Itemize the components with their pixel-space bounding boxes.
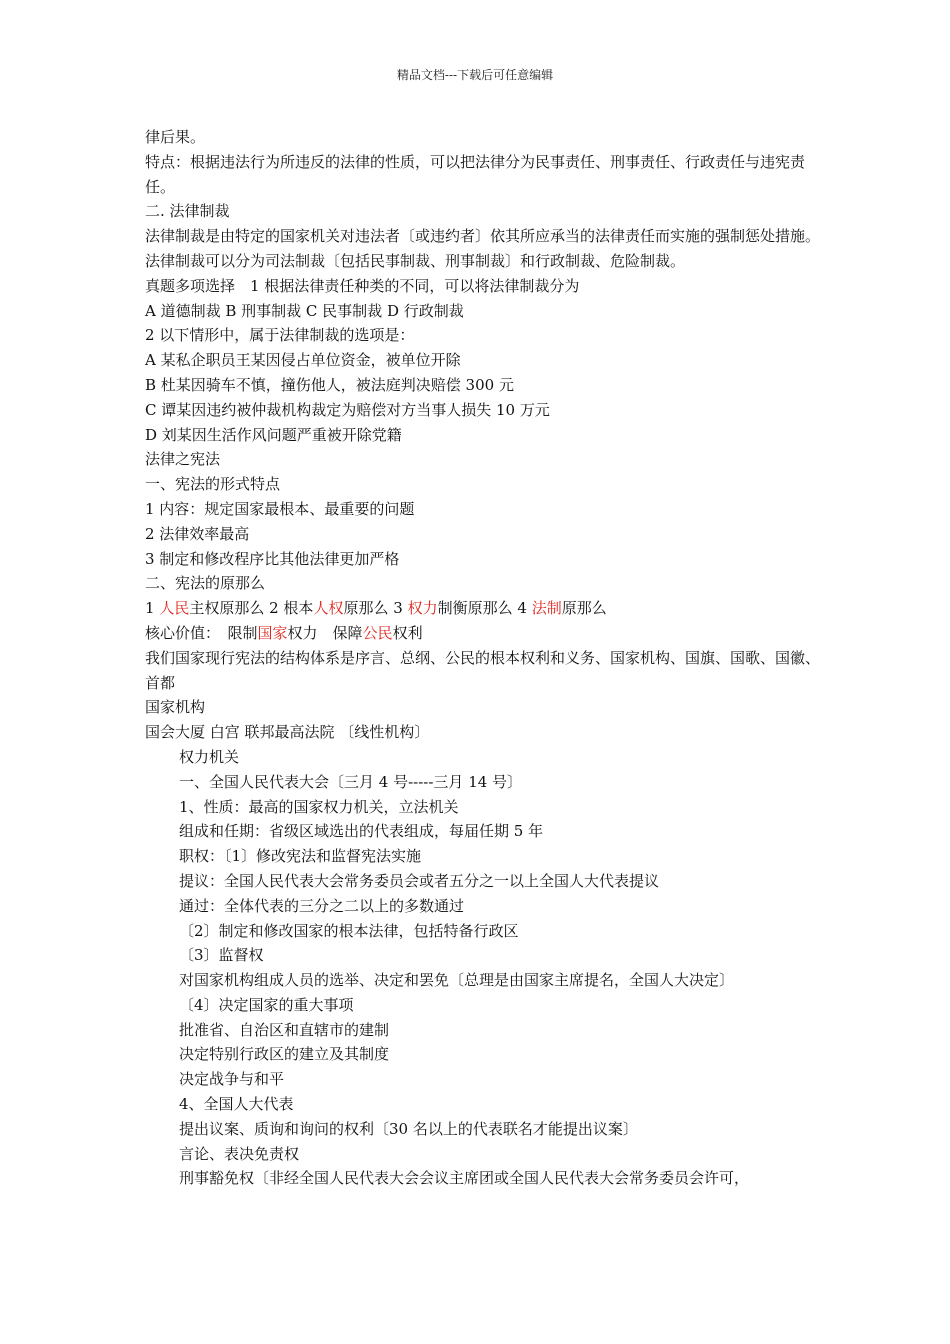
indented-line: 决定特别行政区的建立及其制度 [179,1045,390,1064]
indented-line: 4、全国人大代表 [179,1095,294,1114]
principle-number: 4 [512,599,532,618]
exam-option: C 谭某因违约被仲裁机构裁定为赔偿对方当事人损失 10 万元 [145,400,550,419]
indented-line: 组成和任期：省级区域选出的代表组成，每届任期 5 年 [179,822,544,841]
exam-option: A 某私企职员王某因侵占单位资金，被单位开除 [145,351,461,370]
section-heading: 一、宪法的形式特点 [145,475,281,494]
highlight-text: 人民 [159,599,190,618]
exam-option: B 杜某因骑车不慎，撞伤他人，被法庭判决赔偿 300 元 [145,375,514,394]
principle-text: 制衡原那么 [437,599,513,618]
indented-line: 一、全国人民代表大会〔三月 4 号-----三月 14 号〕 [179,772,523,791]
core-value-tail: 权利 [392,623,423,642]
core-value-line [145,621,825,646]
indented-line: 提出议案、质询和询问的权利〔30 名以上的代表联名才能提出议案〕 [179,1119,638,1138]
text-line: 法律制裁可以分为司法制裁〔包括民事制裁、刑事制裁〕和行政制裁、危险制裁。 [145,251,686,270]
section-heading: 二、宪法的原那么 [145,574,266,593]
document-body [145,125,825,1191]
highlight-text: 人权 [313,599,344,618]
indented-line: 决定战争与和平 [179,1070,285,1089]
highlight-text: 法制 [531,599,562,618]
text-line: 3 制定和修改程序比其他法律更加严格 [145,549,400,568]
text-line: 我们国家现行宪法的结构体系是序言、总纲、公民的根本权利和义务、国家机构、国旗、国歌、国徽、首都 [145,648,821,692]
text-line: 律后果。 [145,128,206,146]
exam-option: D 刘某因生活作风问题严重被开除党籍 [145,425,402,444]
indented-line: 1、性质：最高的国家权力机关，立法机关 [179,797,459,816]
indented-line: 言论、表决免责权 [179,1144,300,1163]
text-line: 国会大厦 白宫 联邦最高法院 〔线性机构〕 [145,723,430,742]
section-heading: 二. 法律制裁 [145,202,230,221]
indented-line: 刑事豁免权〔非经全国人民代表大会会议主席团或全国人民代表大会常务委员会许可， [179,1169,750,1188]
core-value-lead: 核心价值： 限制 [145,623,258,642]
core-value-mid: 权力 保障 [287,623,363,642]
indented-line: 权力机关 [179,747,240,766]
indented-line: 〔2〕制定和修改国家的根本法律，包括特备行政区 [179,921,519,940]
text-line: 特点：根据违法行为所违反的法律的性质，可以把法律分为民事责任、刑事责任、行政责任与违宪责任。 [145,152,806,196]
exam-question: 2 以下情形中，属于法律制裁的选项是： [145,326,415,345]
principle-number: 1 [145,599,160,618]
section-heading: 法律之宪法 [145,450,221,469]
principle-text: 原那么 [343,599,389,618]
highlight-text: 公民 [362,623,393,642]
indented-line: 〔4〕决定国家的重大事项 [179,995,354,1014]
indented-line: 通过：全体代表的三分之二以上的多数通过 [179,896,465,915]
highlight-text: 国家 [257,623,288,642]
indented-line: 职权：〔1〕修改宪法和监督宪法实施 [179,847,422,866]
exam-options: A 道德制裁 B 刑事制裁 C 民事制裁 D 行政制裁 [145,301,464,320]
principle-number: 2 根本 [264,599,314,618]
principle-number: 3 [388,599,408,618]
section-heading: 国家机构 [145,698,206,717]
page-header: 精品文档---下载后可任意编辑 [396,68,554,82]
text-line: 1 内容：规定国家最根本、最重要的问题 [145,499,415,518]
indented-line: 提议：全国人民代表大会常务委员会或者五分之一以上全国人大代表提议 [179,871,660,890]
constitution-principles [145,596,825,621]
exam-question: 真题多项选择 1 根据法律责任种类的不同，可以将法律制裁分为 [145,276,580,295]
principle-text: 主权原那么 [189,599,265,618]
text-line: 法律制裁是由特定的国家机关对违法者〔或违约者〕依其所应承当的法律责任而实施的强制惩处措施。 [145,227,821,246]
indented-line: 批准省、自治区和直辖市的建制 [179,1020,390,1039]
indented-line: 〔3〕监督权 [179,946,264,965]
indented-line: 对国家机构组成人员的选举、决定和罢免〔总理是由国家主席提名，全国人大决定〕 [179,971,735,990]
highlight-text: 权力 [407,599,438,618]
principle-text: 原那么 [561,599,607,618]
text-line: 2 法律效率最高 [145,524,250,543]
